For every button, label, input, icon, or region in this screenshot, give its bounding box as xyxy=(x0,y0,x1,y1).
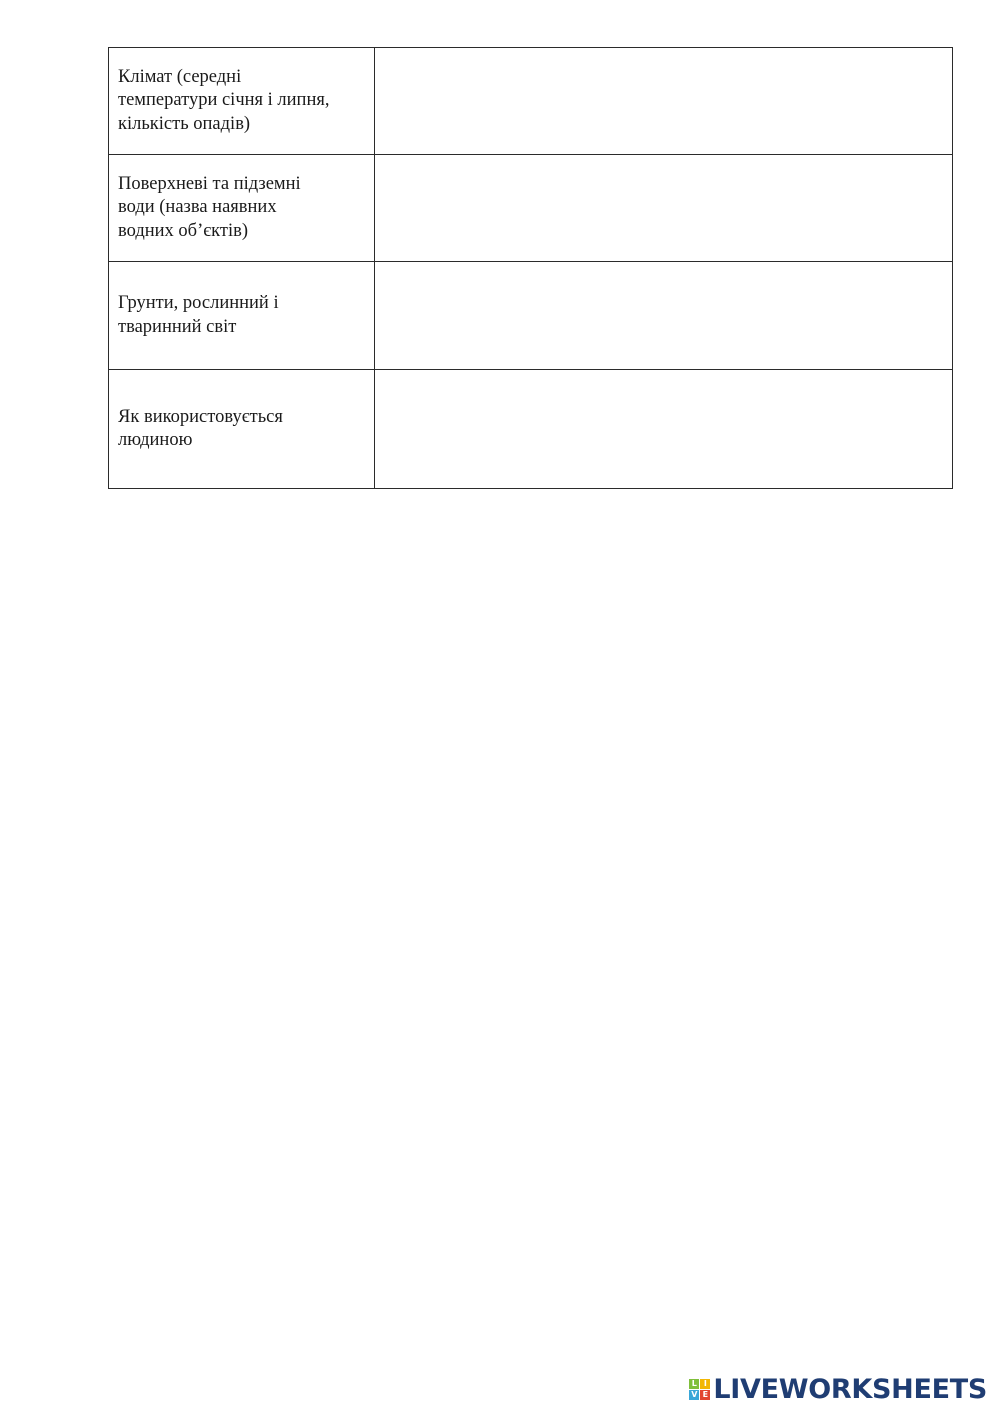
label-line: води (назва наявних xyxy=(118,197,277,218)
table-row-climate xyxy=(109,48,953,155)
label-cell-usage xyxy=(109,370,375,489)
label-line: температури січня і липня, xyxy=(118,90,330,111)
logo-letter: L xyxy=(689,1379,699,1389)
label-line: Поверхневі та підземні xyxy=(118,173,301,194)
label-cell-climate xyxy=(109,48,375,155)
logo-letter: E xyxy=(700,1390,710,1400)
worksheet-table xyxy=(108,47,953,489)
label-line: водних об’єктів) xyxy=(118,220,249,241)
table-row-usage xyxy=(109,370,953,489)
label-line: Клімат (середні xyxy=(118,66,242,87)
logo-wordmark: LIVEWORKSHEETS xyxy=(713,1373,987,1405)
liveworksheets-logo xyxy=(689,1374,987,1404)
label-line: тваринний світ xyxy=(118,316,237,337)
answer-field-climate[interactable] xyxy=(375,48,953,155)
label-cell-soils xyxy=(109,262,375,370)
logo-letter: I xyxy=(700,1379,710,1389)
answer-field-waters[interactable] xyxy=(375,155,953,262)
answer-field-soils[interactable] xyxy=(375,262,953,370)
table-row-waters xyxy=(109,155,953,262)
label-line: Як використовується xyxy=(118,406,283,427)
label-line: кількість опадів) xyxy=(118,113,251,134)
label-line: Грунти, рослинний і xyxy=(118,293,279,313)
label-cell-waters xyxy=(109,155,375,262)
label-line: людиною xyxy=(118,430,193,450)
logo-letter: V xyxy=(691,1389,698,1399)
logo-mark-icon xyxy=(689,1379,710,1400)
table-row-soils xyxy=(109,262,953,370)
answer-field-usage[interactable] xyxy=(375,370,953,489)
